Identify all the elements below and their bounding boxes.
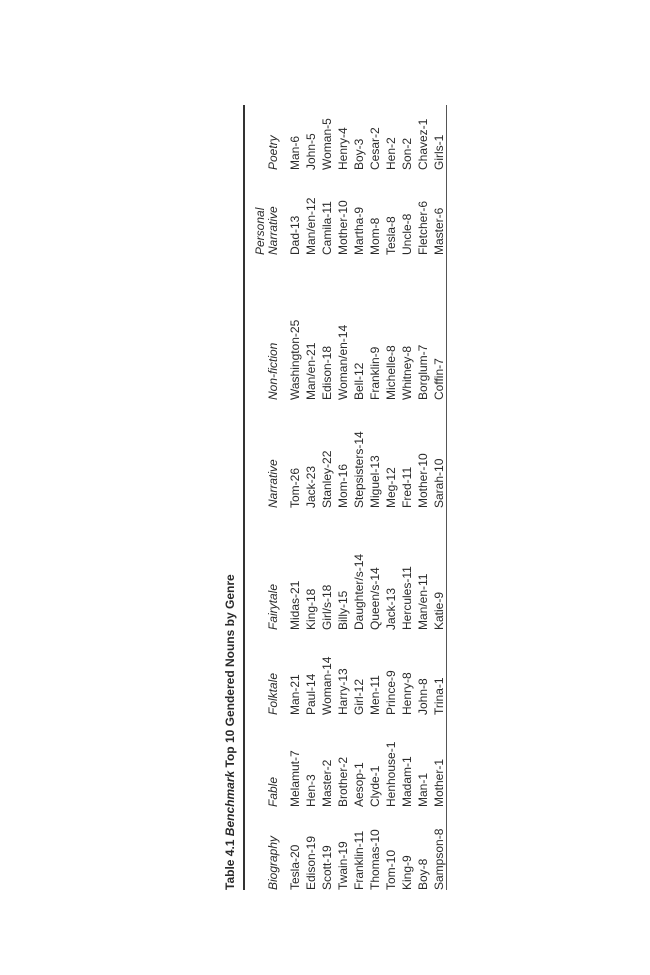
caption-prefix: Table 4.1 [223, 836, 237, 890]
table-cell: Tesla-8 [384, 216, 398, 255]
table-cell: Scott-19 [320, 845, 334, 890]
header-label: Poetry [266, 135, 280, 170]
table-cell: Meg-12 [384, 467, 398, 508]
table-cell: Hercules-11 [400, 566, 414, 630]
table-cell: Prince-9 [384, 670, 398, 715]
table-cell: Franklin-9 [368, 346, 382, 400]
table-cell: Edison-18 [320, 345, 334, 400]
table-cell: Master-2 [320, 759, 334, 807]
table-cell: Mother-1 [432, 758, 446, 807]
table-cell: Man-1 [416, 772, 430, 807]
table-cell: Martha-9 [352, 206, 366, 255]
header-label-line-2: Narrative [266, 206, 280, 255]
top-rule [243, 105, 245, 890]
column-header [248, 398, 283, 508]
table-cell: Aesop-1 [352, 762, 366, 807]
table-cell: Dad-13 [288, 215, 302, 255]
table-cell: Mother-10 [336, 200, 350, 255]
header-label: Fable [266, 776, 280, 807]
table-cell: Stanley-22 [320, 450, 334, 508]
table-cell: Sampson-8 [432, 828, 446, 890]
header-label-line-1: Personal [253, 207, 267, 255]
bottom-rule [446, 105, 447, 890]
table-cell: Girl/s-18 [320, 584, 334, 630]
table-cell: Katie-9 [432, 591, 446, 630]
table-cell: Mother-10 [416, 453, 430, 508]
table-cell: Madam-1 [400, 756, 414, 807]
table-cell: Master-6 [432, 207, 446, 255]
table-cell: Jack-23 [304, 465, 318, 508]
table-cell: Twain-19 [336, 841, 350, 890]
column-header [248, 520, 283, 630]
table-cell: Borglum-7 [416, 344, 430, 400]
table-cell: Paul-14 [304, 673, 318, 715]
table-cell: Men-11 [368, 675, 382, 715]
table-cell: Mom-8 [368, 217, 382, 255]
table-cell: Harry-13 [336, 668, 350, 715]
table-cell: Girls-1 [432, 134, 446, 170]
table-cell: Woman-14 [320, 656, 334, 715]
table-cell: Henry-8 [400, 672, 414, 715]
table-cell: Man/en-12 [304, 197, 318, 255]
table-cell: Henry-4 [336, 127, 350, 170]
table-cell: Washington-25 [288, 319, 302, 400]
table-cell: Man-21 [288, 674, 302, 715]
table-cell: Camila-11 [320, 201, 334, 255]
header-label: Fairytale [266, 583, 280, 630]
table-cell: Tom-10 [384, 849, 398, 890]
caption-italic: Benchmark [223, 770, 237, 837]
caption-suffix: Top 10 Gendered Nouns by Genre [223, 574, 237, 771]
table-cell: Man/en-21 [304, 342, 318, 400]
table-cell: Tom-26 [288, 467, 302, 508]
table-cell: Melamut-7 [288, 750, 302, 807]
column-header [248, 60, 283, 170]
table-cell: Woman-5 [320, 118, 334, 170]
table-cell: Fred-11 [400, 466, 414, 508]
table-cell: Hen-2 [384, 137, 398, 170]
table-cell: Sarah-10 [432, 458, 446, 508]
column-narrative [248, 398, 447, 508]
table-cell: Boy-8 [416, 858, 430, 890]
table-cell: John-8 [416, 678, 430, 715]
table-cell: Man/en-11 [416, 573, 430, 630]
table-cell: Mom-16 [336, 463, 350, 508]
column-fairytale [248, 520, 447, 630]
column-header [248, 290, 283, 400]
table-cell: Fletcher-6 [416, 200, 430, 255]
table-cell: King-9 [400, 855, 414, 890]
column-non-fiction [248, 290, 447, 400]
table-cell: Edison-19 [304, 835, 318, 890]
table-cell: Girl-12 [352, 678, 366, 715]
table-cell: Daughter/s-14 [352, 553, 366, 630]
table-cell: Brother-2 [336, 756, 350, 807]
table-cell: Clyde-1 [368, 765, 382, 807]
header-label: Biography [266, 835, 280, 890]
column-poetry [248, 60, 447, 170]
table-cell: Miguel-13 [368, 455, 382, 508]
table-cell: Coffin-7 [432, 358, 446, 400]
table-cell: Queen/s-14 [368, 567, 382, 630]
table-cell: Cesar-2 [368, 127, 382, 170]
table-cell: Midas-21 [288, 580, 302, 630]
table-cell: Jack-13 [384, 587, 398, 630]
table-cell: Trina-1 [432, 677, 446, 715]
table-cell: Man-6 [288, 135, 302, 170]
table-cell: King-18 [304, 588, 318, 630]
table-cell: Stepsisters-14 [352, 431, 366, 508]
table-caption [220, 574, 240, 890]
table-cell: Michelle-8 [384, 345, 398, 400]
table-cell: Whitney-8 [400, 345, 414, 400]
table-cell: Bell-12 [352, 362, 366, 400]
table-cell: Franklin-11 [352, 830, 366, 890]
table-cell: Henhouse-1 [384, 741, 398, 807]
table-cell: Son-2 [400, 137, 414, 170]
table-cell: Boy-3 [352, 138, 366, 170]
header-label: Folktale [266, 672, 280, 715]
table-cell: Woman/en-14 [336, 324, 350, 400]
header-label: Narrative [266, 459, 280, 508]
table-cell: Tesla-20 [288, 844, 302, 890]
table-cell: Thomas-10 [368, 829, 382, 890]
rotated-table [220, 105, 450, 890]
table-cell: Hen-3 [304, 774, 318, 807]
header-label: Non-fiction [266, 342, 280, 400]
table-cell: Chavez-1 [416, 118, 430, 170]
table-cell: Uncle-8 [400, 213, 414, 255]
table-cell: John-5 [304, 133, 318, 170]
table-cell: Billy-15 [336, 590, 350, 630]
